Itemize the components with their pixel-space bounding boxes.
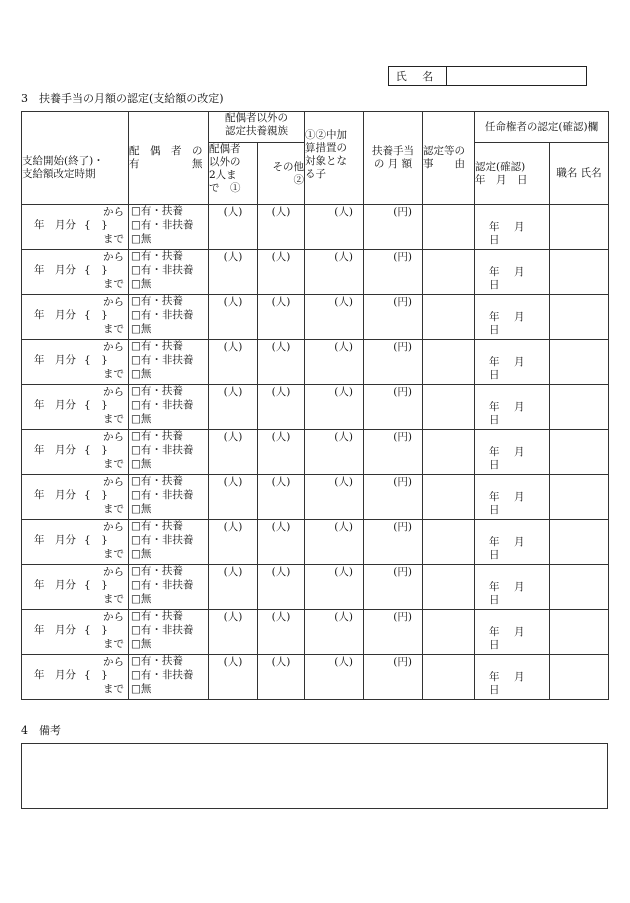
monthly-cell[interactable] xyxy=(364,475,423,520)
date-label: 年 月 日 xyxy=(489,266,539,291)
auth-date-cell[interactable] xyxy=(475,340,550,385)
table-row xyxy=(22,205,609,250)
from-label: から xyxy=(103,656,124,668)
auth-date-cell[interactable] xyxy=(475,655,550,700)
children-cell[interactable] xyxy=(305,385,364,430)
reason-cell[interactable] xyxy=(423,610,475,655)
dep2-cell[interactable] xyxy=(258,385,305,430)
reason-cell[interactable] xyxy=(423,340,475,385)
table-row xyxy=(22,475,609,520)
table-row xyxy=(22,610,609,655)
header-reason-l2: 事 由 xyxy=(423,158,465,170)
person-unit: (人) xyxy=(271,206,291,218)
yen-unit: (円) xyxy=(393,206,412,218)
period-cell[interactable] xyxy=(22,340,129,385)
period-cell[interactable] xyxy=(22,655,129,700)
dep1-cell[interactable] xyxy=(209,340,258,385)
period-cell[interactable] xyxy=(22,295,129,340)
person-unit: (人) xyxy=(271,431,291,443)
date-label: 年 月 日 xyxy=(489,626,539,651)
option-non-dependent[interactable]: □有・非扶養 xyxy=(131,669,194,681)
person-unit: (人) xyxy=(223,251,243,263)
until-label: まで xyxy=(103,278,124,290)
auth-name-cell[interactable] xyxy=(550,340,609,385)
period-cell[interactable] xyxy=(22,250,129,295)
reason-cell[interactable] xyxy=(423,250,475,295)
header-authority-label: 任命権者の認定(確認)欄 xyxy=(484,120,599,133)
header-spouse-line1: 配 偶 者 の xyxy=(129,145,203,157)
person-unit: (人) xyxy=(334,656,353,668)
header-authority xyxy=(475,112,609,143)
date-label: 年 月 日 xyxy=(489,356,539,381)
dep2-cell[interactable] xyxy=(258,655,305,700)
notes-box[interactable] xyxy=(21,743,608,809)
person-unit: (人) xyxy=(271,386,291,398)
yen-unit: (円) xyxy=(393,341,412,353)
until-label: まで xyxy=(103,458,124,470)
children-cell[interactable] xyxy=(305,295,364,340)
children-cell[interactable] xyxy=(305,520,364,565)
option-none[interactable]: □無 xyxy=(131,593,152,605)
person-unit: (人) xyxy=(334,386,353,398)
dependent-allowance-table xyxy=(21,111,609,700)
dep1-cell[interactable] xyxy=(209,655,258,700)
brace-label: { } xyxy=(84,579,108,591)
dep2-cell[interactable] xyxy=(258,565,305,610)
period-cell[interactable] xyxy=(22,565,129,610)
brace-label: { } xyxy=(84,669,108,681)
option-non-dependent[interactable]: □有・非扶養 xyxy=(131,219,194,231)
dep1-cell[interactable] xyxy=(209,250,258,295)
children-cell[interactable] xyxy=(305,565,364,610)
option-dependent[interactable]: □有・扶養 xyxy=(131,340,183,352)
option-non-dependent[interactable]: □有・非扶養 xyxy=(131,309,194,321)
year-month-label: 年 月分 xyxy=(34,309,76,321)
spouse-options[interactable] xyxy=(129,565,209,610)
option-dependent[interactable]: □有・扶養 xyxy=(131,205,183,217)
header-dependents-line1: 配偶者以外の xyxy=(225,112,288,124)
option-none[interactable]: □無 xyxy=(131,368,152,380)
yen-unit: (円) xyxy=(393,251,412,263)
person-unit: (人) xyxy=(271,296,291,308)
option-dependent[interactable]: □有・扶養 xyxy=(131,475,183,487)
header-auth-date-l2: 年 月 日 xyxy=(475,173,528,186)
monthly-cell[interactable] xyxy=(364,340,423,385)
children-cell[interactable] xyxy=(305,205,364,250)
header-spouse xyxy=(129,112,209,205)
reason-cell[interactable] xyxy=(423,655,475,700)
option-none[interactable]: □無 xyxy=(131,233,152,245)
brace-label: { } xyxy=(84,354,108,366)
date-label: 年 月 日 xyxy=(489,401,539,426)
option-none[interactable]: □無 xyxy=(131,413,152,425)
header-dep-sub1-l3: 2人ま xyxy=(209,169,237,181)
until-label: まで xyxy=(103,683,124,695)
header-auth-date xyxy=(475,143,550,205)
person-unit: (人) xyxy=(334,251,353,263)
dep2-cell[interactable] xyxy=(258,250,305,295)
header-monthly-l2: の 月 額 xyxy=(373,158,413,170)
year-month-label: 年 月分 xyxy=(34,444,76,456)
option-none[interactable]: □無 xyxy=(131,638,152,650)
monthly-cell[interactable] xyxy=(364,655,423,700)
table-row xyxy=(22,565,609,610)
option-none[interactable]: □無 xyxy=(131,503,152,515)
spouse-options[interactable] xyxy=(129,520,209,565)
option-non-dependent[interactable]: □有・非扶養 xyxy=(131,444,194,456)
monthly-cell[interactable] xyxy=(364,205,423,250)
brace-label: { } xyxy=(84,534,108,546)
option-non-dependent[interactable]: □有・非扶養 xyxy=(131,579,194,591)
table-row xyxy=(22,250,609,295)
until-label: まで xyxy=(103,233,124,245)
children-cell[interactable] xyxy=(305,475,364,520)
year-month-label: 年 月分 xyxy=(34,354,76,366)
spouse-options[interactable] xyxy=(129,385,209,430)
option-dependent[interactable]: □有・扶養 xyxy=(131,385,183,397)
until-label: まで xyxy=(103,323,124,335)
monthly-cell[interactable] xyxy=(364,385,423,430)
yen-unit: (円) xyxy=(393,431,412,443)
auth-date-cell[interactable] xyxy=(475,610,550,655)
auth-name-cell[interactable] xyxy=(550,565,609,610)
from-label: から xyxy=(103,341,124,353)
person-unit: (人) xyxy=(271,656,291,668)
monthly-cell[interactable] xyxy=(364,430,423,475)
auth-date-cell[interactable] xyxy=(475,430,550,475)
yen-unit: (円) xyxy=(393,476,412,488)
option-none[interactable]: □無 xyxy=(131,278,152,290)
brace-label: { } xyxy=(84,624,108,636)
person-unit: (人) xyxy=(334,296,353,308)
date-label: 年 月 日 xyxy=(489,491,539,516)
person-unit: (人) xyxy=(223,476,243,488)
header-children-l3: 対象とな xyxy=(305,155,347,167)
header-dep-sub1-l4: で ① xyxy=(209,182,241,194)
header-monthly xyxy=(364,112,423,205)
year-month-label: 年 月分 xyxy=(34,399,76,411)
dep1-cell[interactable] xyxy=(209,520,258,565)
option-dependent[interactable]: □有・扶養 xyxy=(131,295,183,307)
from-label: から xyxy=(103,296,124,308)
spouse-options[interactable] xyxy=(129,340,209,385)
auth-name-cell[interactable] xyxy=(550,520,609,565)
spouse-options[interactable] xyxy=(129,610,209,655)
auth-name-cell[interactable] xyxy=(550,385,609,430)
reason-cell[interactable] xyxy=(423,475,475,520)
option-dependent[interactable]: □有・扶養 xyxy=(131,520,183,532)
dep2-cell[interactable] xyxy=(258,520,305,565)
auth-name-cell[interactable] xyxy=(550,430,609,475)
brace-label: { } xyxy=(84,399,108,411)
period-cell[interactable] xyxy=(22,205,129,250)
dep2-cell[interactable] xyxy=(258,340,305,385)
date-label: 年 月 日 xyxy=(489,581,539,606)
brace-label: { } xyxy=(84,444,108,456)
spouse-options[interactable] xyxy=(129,205,209,250)
period-cell[interactable] xyxy=(22,475,129,520)
period-cell[interactable] xyxy=(22,430,129,475)
spouse-options[interactable] xyxy=(129,295,209,340)
option-dependent[interactable]: □有・扶養 xyxy=(131,250,183,262)
auth-date-cell[interactable] xyxy=(475,520,550,565)
header-children-l2: 算措置の xyxy=(305,142,347,154)
dep1-cell[interactable] xyxy=(209,295,258,340)
auth-date-cell[interactable] xyxy=(475,205,550,250)
header-auth-name-label: 職名 氏名 xyxy=(556,167,602,179)
from-label: から xyxy=(103,611,124,623)
yen-unit: (円) xyxy=(393,386,412,398)
dep1-cell[interactable] xyxy=(209,385,258,430)
yen-unit: (円) xyxy=(393,521,412,533)
date-label: 年 月 日 xyxy=(489,446,539,471)
period-cell[interactable] xyxy=(22,520,129,565)
year-month-label: 年 月分 xyxy=(34,669,76,681)
person-unit: (人) xyxy=(223,656,243,668)
option-non-dependent[interactable]: □有・非扶養 xyxy=(131,264,194,276)
children-cell[interactable] xyxy=(305,655,364,700)
person-unit: (人) xyxy=(271,566,291,578)
year-month-label: 年 月分 xyxy=(34,624,76,636)
header-reason-l1: 認定等の xyxy=(423,145,465,157)
reason-cell[interactable] xyxy=(423,565,475,610)
header-children-l4: る子 xyxy=(305,168,326,180)
monthly-cell[interactable] xyxy=(364,610,423,655)
date-label: 年 月 日 xyxy=(489,536,539,561)
period-cell[interactable] xyxy=(22,610,129,655)
yen-unit: (円) xyxy=(393,656,412,668)
spouse-options[interactable] xyxy=(129,430,209,475)
year-month-label: 年 月分 xyxy=(34,219,76,231)
section-4-title: 4 備考 xyxy=(21,724,61,737)
auth-date-cell[interactable] xyxy=(475,295,550,340)
dep1-cell[interactable] xyxy=(209,205,258,250)
from-label: から xyxy=(103,431,124,443)
dep1-cell[interactable] xyxy=(209,565,258,610)
header-dep-sub1-l1: 配偶者 xyxy=(209,143,241,155)
header-dep-sub1 xyxy=(209,143,258,205)
auth-date-cell[interactable] xyxy=(475,250,550,295)
option-none[interactable]: □無 xyxy=(131,548,152,560)
year-month-label: 年 月分 xyxy=(34,534,76,546)
from-label: から xyxy=(103,386,124,398)
dep2-cell[interactable] xyxy=(258,205,305,250)
section-3-title: 3 扶養手当の月額の認定(支給額の改定) xyxy=(21,92,224,105)
dep1-cell[interactable] xyxy=(209,610,258,655)
header-dependents-line2: 認定扶養親族 xyxy=(225,125,288,137)
option-none[interactable]: □無 xyxy=(131,683,152,695)
header-dependents xyxy=(209,112,305,143)
from-label: から xyxy=(103,521,124,533)
header-children-l1: ①②中加 xyxy=(305,129,347,141)
person-unit: (人) xyxy=(223,431,243,443)
auth-date-cell[interactable] xyxy=(475,385,550,430)
option-dependent[interactable]: □有・扶養 xyxy=(131,655,183,667)
until-label: まで xyxy=(103,593,124,605)
from-label: から xyxy=(103,206,124,218)
auth-name-cell[interactable] xyxy=(550,610,609,655)
person-unit: (人) xyxy=(334,611,353,623)
year-month-label: 年 月分 xyxy=(34,579,76,591)
option-dependent[interactable]: □有・扶養 xyxy=(131,430,183,442)
from-label: から xyxy=(103,251,124,263)
monthly-cell[interactable] xyxy=(364,295,423,340)
until-label: まで xyxy=(103,368,124,380)
auth-name-cell[interactable] xyxy=(550,250,609,295)
monthly-cell[interactable] xyxy=(364,250,423,295)
reason-cell[interactable] xyxy=(423,520,475,565)
header-auth-date-l1: 認定(確認) xyxy=(475,160,526,173)
person-unit: (人) xyxy=(271,251,291,263)
yen-unit: (円) xyxy=(393,566,412,578)
auth-date-cell[interactable] xyxy=(475,565,550,610)
header-dep-sub1-l2: 以外の xyxy=(209,156,241,168)
person-unit: (人) xyxy=(223,341,243,353)
person-unit: (人) xyxy=(223,386,243,398)
person-unit: (人) xyxy=(334,206,353,218)
name-field xyxy=(388,66,587,86)
option-non-dependent[interactable]: □有・非扶養 xyxy=(131,534,194,546)
option-dependent[interactable]: □有・扶養 xyxy=(131,565,183,577)
header-children xyxy=(305,112,364,205)
option-none[interactable]: □無 xyxy=(131,323,152,335)
header-dep-sub2-label: その他 ② xyxy=(272,160,304,186)
brace-label: { } xyxy=(84,489,108,501)
person-unit: (人) xyxy=(334,521,353,533)
brace-label: { } xyxy=(84,264,108,276)
header-dep-sub2 xyxy=(258,143,305,205)
spouse-options[interactable] xyxy=(129,250,209,295)
dep1-cell[interactable] xyxy=(209,430,258,475)
children-cell[interactable] xyxy=(305,250,364,295)
name-value[interactable] xyxy=(447,67,586,85)
person-unit: (人) xyxy=(271,521,291,533)
spouse-options[interactable] xyxy=(129,475,209,520)
dep2-cell[interactable] xyxy=(258,475,305,520)
person-unit: (人) xyxy=(223,296,243,308)
header-reason xyxy=(423,112,475,205)
header-period xyxy=(22,112,129,205)
from-label: から xyxy=(103,566,124,578)
option-non-dependent[interactable]: □有・非扶養 xyxy=(131,399,194,411)
person-unit: (人) xyxy=(334,476,353,488)
reason-cell[interactable] xyxy=(423,385,475,430)
header-period-line2: 支給額改定時期 xyxy=(22,168,96,180)
table-row xyxy=(22,295,609,340)
from-label: から xyxy=(103,476,124,488)
option-non-dependent[interactable]: □有・非扶養 xyxy=(131,354,194,366)
name-label: 氏 名 xyxy=(389,67,447,85)
dep2-cell[interactable] xyxy=(258,295,305,340)
reason-cell[interactable] xyxy=(423,205,475,250)
person-unit: (人) xyxy=(334,431,353,443)
person-unit: (人) xyxy=(334,341,353,353)
dep2-cell[interactable] xyxy=(258,610,305,655)
header-monthly-l1: 扶養手当 xyxy=(372,145,414,157)
person-unit: (人) xyxy=(334,566,353,578)
dep1-cell[interactable] xyxy=(209,475,258,520)
option-none[interactable]: □無 xyxy=(131,458,152,470)
until-label: まで xyxy=(103,503,124,515)
header-auth-name xyxy=(550,143,609,205)
brace-label: { } xyxy=(84,219,108,231)
yen-unit: (円) xyxy=(393,296,412,308)
table-row xyxy=(22,340,609,385)
person-unit: (人) xyxy=(271,341,291,353)
children-cell[interactable] xyxy=(305,610,364,655)
person-unit: (人) xyxy=(223,611,243,623)
monthly-cell[interactable] xyxy=(364,565,423,610)
until-label: まで xyxy=(103,548,124,560)
year-month-label: 年 月分 xyxy=(34,264,76,276)
children-cell[interactable] xyxy=(305,340,364,385)
children-cell[interactable] xyxy=(305,430,364,475)
auth-name-cell[interactable] xyxy=(550,655,609,700)
dep2-cell[interactable] xyxy=(258,430,305,475)
person-unit: (人) xyxy=(223,566,243,578)
option-dependent[interactable]: □有・扶養 xyxy=(131,610,183,622)
option-non-dependent[interactable]: □有・非扶養 xyxy=(131,624,194,636)
year-month-label: 年 月分 xyxy=(34,489,76,501)
spouse-options[interactable] xyxy=(129,655,209,700)
date-label: 年 月 日 xyxy=(489,311,539,336)
header-spouse-line2: 有 無 xyxy=(129,158,203,170)
yen-unit: (円) xyxy=(393,611,412,623)
option-non-dependent[interactable]: □有・非扶養 xyxy=(131,489,194,501)
table-row xyxy=(22,385,609,430)
monthly-cell[interactable] xyxy=(364,520,423,565)
period-cell[interactable] xyxy=(22,385,129,430)
reason-cell[interactable] xyxy=(423,430,475,475)
date-label: 年 月 日 xyxy=(489,671,539,696)
table-row xyxy=(22,520,609,565)
header-period-line1: 支給開始(終了)・ xyxy=(22,155,104,167)
person-unit: (人) xyxy=(271,476,291,488)
auth-name-cell[interactable] xyxy=(550,205,609,250)
auth-name-cell[interactable] xyxy=(550,475,609,520)
table-row xyxy=(22,430,609,475)
table-row xyxy=(22,655,609,700)
until-label: まで xyxy=(103,413,124,425)
person-unit: (人) xyxy=(223,521,243,533)
brace-label: { } xyxy=(84,309,108,321)
reason-cell[interactable] xyxy=(423,295,475,340)
until-label: まで xyxy=(103,638,124,650)
auth-name-cell[interactable] xyxy=(550,295,609,340)
person-unit: (人) xyxy=(223,206,243,218)
auth-date-cell[interactable] xyxy=(475,475,550,520)
person-unit: (人) xyxy=(271,611,291,623)
date-label: 年 月 日 xyxy=(489,221,539,246)
